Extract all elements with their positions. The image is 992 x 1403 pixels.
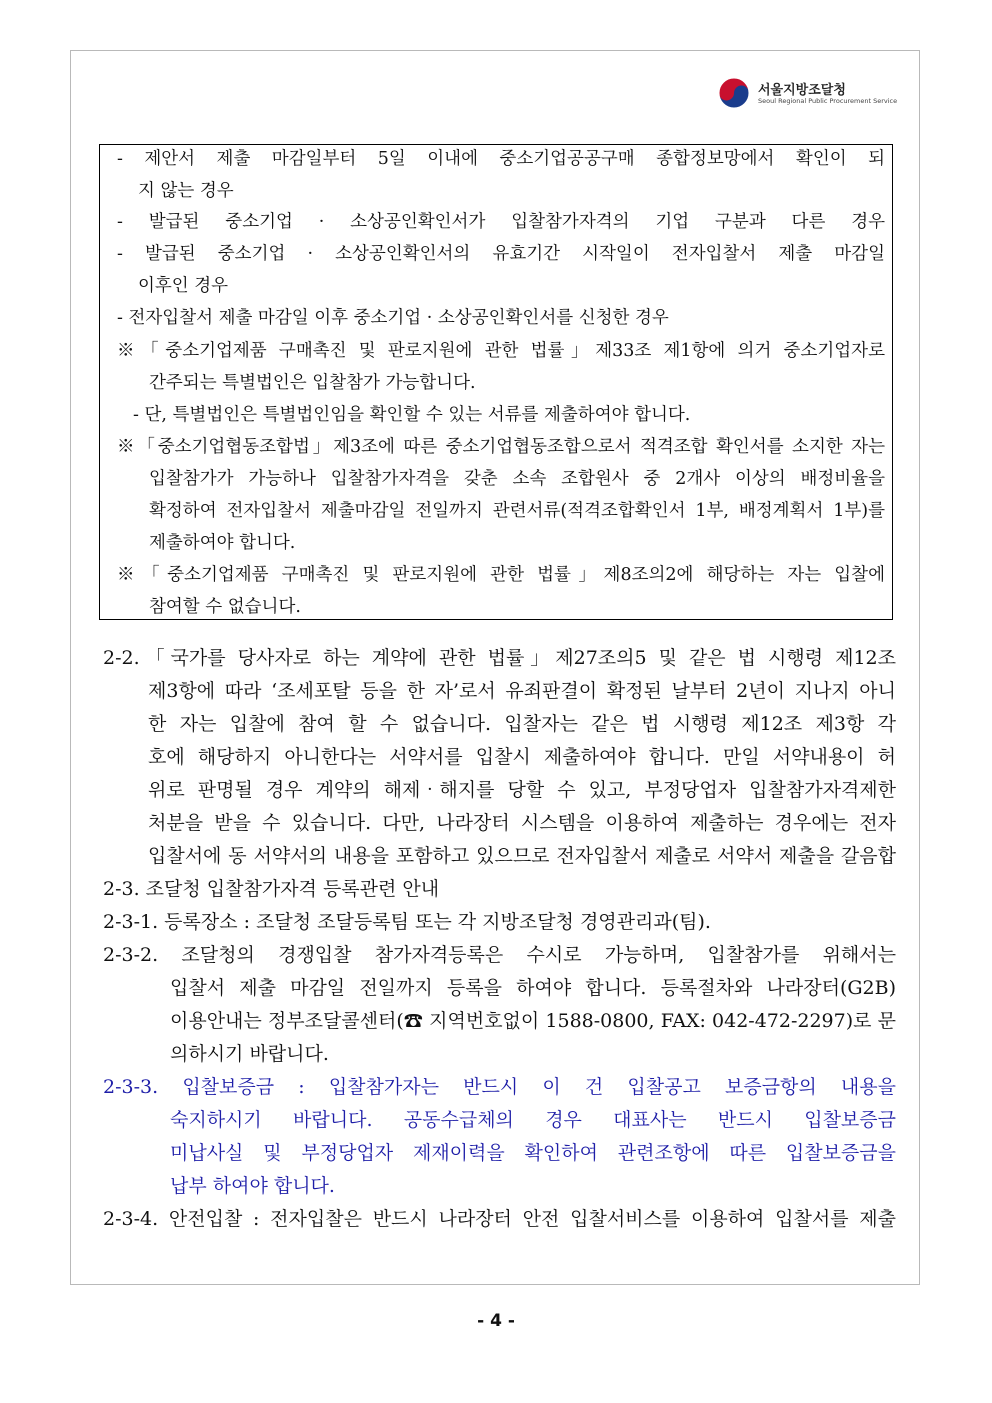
- page-number: - 4 -: [477, 1311, 515, 1331]
- notice-line: 이후인 경우: [138, 276, 229, 296]
- body-line: 이용안내는 정부조달콜센터(☎ 지역번호없이 1588-0800, FAX: 042-472-2297)로 문: [170, 1010, 896, 1032]
- highlighted-body-line: 납부 하여야 합니다.: [170, 1175, 335, 1197]
- notice-line: 제출하여야 합니다.: [149, 533, 296, 553]
- notice-line: 간주되는 특별법인은 입찰참가 가능합니다.: [149, 373, 476, 393]
- notice-line: ※「중소기업협동조합법」제3조에 따른 중소기업협동조합으로서 적격조합 확인서를 소지한 자는: [117, 437, 885, 457]
- body-line: 입찰서에 동 서약서의 내용을 포함하고 있으므로 전자입찰서 제출로 서약서 제출을 갈음합: [148, 845, 896, 867]
- org-name-english: Seoul Regional Public Procurement Service: [758, 97, 898, 105]
- org-name: 서울지방조달청: [758, 83, 846, 98]
- body-line: 2-3-2. 조달청의 경쟁입찰 참가자격등록은 수시로 가능하며, 입찰참가를 위해서는: [103, 944, 896, 966]
- taegeuk-emblem-icon: [716, 75, 752, 111]
- body-line: 입찰서 제출 마감일 전일까지 등록을 하여야 합니다. 등록절차와 나라장터(G2B): [170, 977, 896, 999]
- body-line: 처분을 받을 수 있습니다. 다만, 나라장터 시스템을 이용하여 제출하는 경우에는 전자: [148, 812, 896, 834]
- body-line: 한 자는 입찰에 참여 할 수 없습니다. 입찰자는 같은 법 시행령 제12조 제3항 각: [148, 713, 896, 735]
- notice-line: 참여할 수 없습니다.: [149, 597, 301, 617]
- notice-line: - 발급된 중소기업 · 소상공인확인서의 유효기간 시작일이 전자입찰서 제출 마감일: [117, 244, 885, 264]
- notice-line: - 전자입찰서 제출 마감일 이후 중소기업 · 소상공인확인서를 신청한 경우: [117, 308, 669, 328]
- body-line: 호에 해당하지 아니한다는 서약서를 입찰시 제출하여야 합니다. 만일 서약내용이 허: [148, 746, 896, 768]
- notice-line: - 발급된 중소기업 · 소상공인확인서가 입찰참가자격의 기업 구분과 다른 경우: [117, 212, 885, 232]
- highlighted-body-line: 미납사실 및 부정당업자 제재이력을 확인하여 관련조항에 따른 입찰보증금을: [170, 1142, 896, 1164]
- notice-line: 지 않는 경우: [138, 181, 234, 201]
- notice-line: - 제안서 제출 마감일부터 5일 이내에 중소기업공공구매 종합정보망에서 확인이 되: [117, 149, 885, 169]
- body-line: 2-3-1. 등록장소 : 조달청 조달등록팀 또는 각 지방조달청 경영관리과(팀).: [103, 911, 711, 933]
- body-line: 의하시기 바랍니다.: [170, 1043, 329, 1065]
- notice-line: 입찰참가가 가능하나 입찰참가자격을 갖춘 소속 조합원사 중 2개사 이상의 배정비율을: [149, 469, 885, 489]
- org-logo: [716, 75, 916, 113]
- notice-line: ※「중소기업제품 구매촉진 및 판로지원에 관한 법률」제8조의2에 해당하는 자는 입찰에: [117, 565, 885, 585]
- body-line: 위로 판명될 경우 계약의 해제‧해지를 당할 수 있고, 부정당업자 입찰참가자격제한: [148, 779, 896, 801]
- body-line: 2-3-4. 안전입찰 : 전자입찰은 반드시 나라장터 안전 입찰서비스를 이용하여 입찰서를 제출: [103, 1208, 896, 1230]
- body-line: 2-3. 조달청 입찰참가자격 등록관련 안내: [103, 878, 440, 900]
- notice-line: 확정하여 전자입찰서 제출마감일 전일까지 관련서류(적격조합확인서 1부, 배정계획서 1부)를: [149, 501, 885, 521]
- body-line: 제3항에 따라 ‘조세포탈 등을 한 자’로서 유죄판결이 확정된 날부터 2년이 지나지 아니: [148, 680, 896, 702]
- notice-line: - 단, 특별법인은 특별법인임을 확인할 수 있는 서류를 제출하여야 합니다.: [133, 405, 691, 425]
- notice-line: ※「중소기업제품 구매촉진 및 판로지원에 관한 법률」제33조 제1항에 의거 중소기업자로: [117, 341, 885, 361]
- highlighted-body-line: 2-3-3. 입찰보증금 : 입찰참가자는 반드시 이 건 입찰공고 보증금항의 내용을: [103, 1076, 896, 1098]
- body-line: 2-2.「국가를 당사자로 하는 계약에 관한 법률」제27조의5 및 같은 법 시행령 제12조: [103, 647, 896, 669]
- highlighted-body-line: 숙지하시기 바랍니다. 공동수급체의 경우 대표사는 반드시 입찰보증금: [170, 1109, 896, 1131]
